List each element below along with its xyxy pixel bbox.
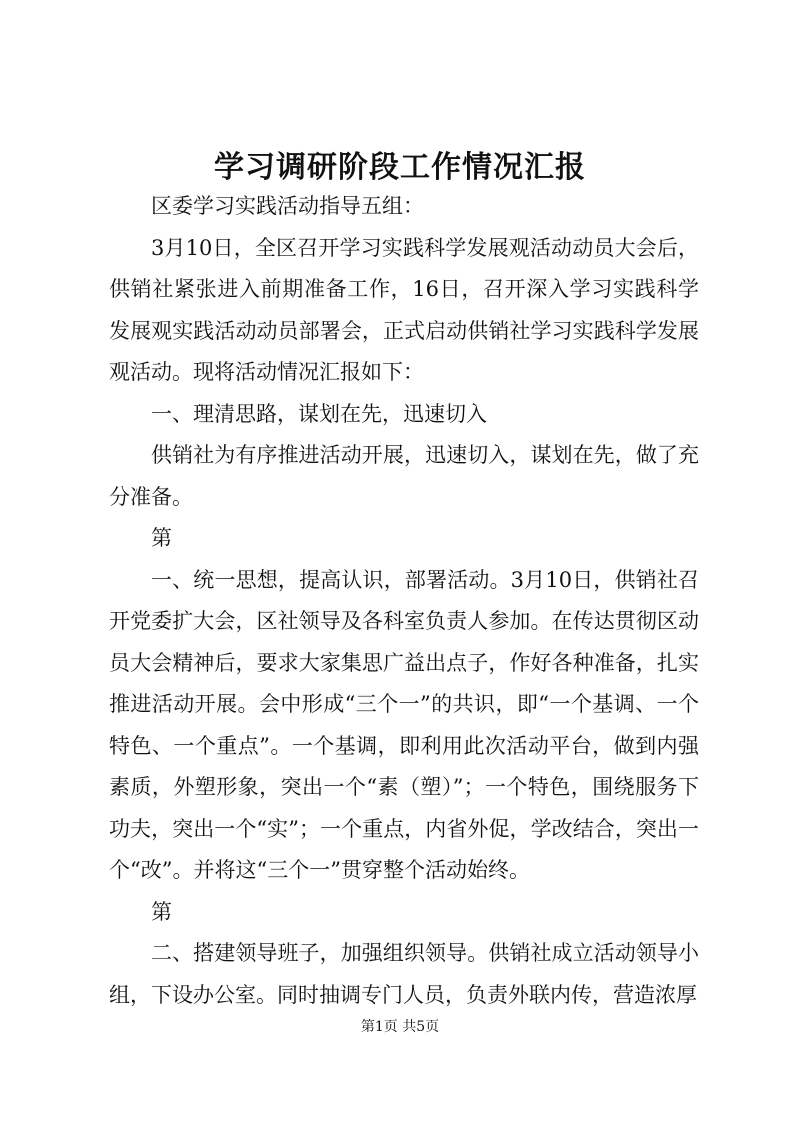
page-footer: 第1页 共5页 bbox=[360, 1019, 440, 1035]
intro-paragraph: 3月10日，全区召开学习实践科学发展观活动动员大会后，供销社紧张进入前期准备工作，16日，召开深入学习实践科学发展观实践活动动员部署会，正式启动供销社学习实践科学发展观活动。现将活动情况汇报如下： bbox=[109, 235, 699, 384]
document-body bbox=[109, 186, 699, 1016]
salutation-paragraph: 区委学习实践活动指导五组： bbox=[151, 194, 424, 218]
body-paragraph: 二、搭建领导班子，加强组织领导。供销社成立活动领导小组，下设办公室。同时抽调专门人员，负责外联内传，营造浓厚 bbox=[109, 941, 699, 1007]
document-title: 学习调研阶段工作情况汇报 bbox=[214, 150, 586, 185]
section-heading: 一、理清思路，谋划在先，迅速切入 bbox=[151, 401, 487, 426]
body-paragraph: 第 bbox=[151, 899, 172, 924]
body-paragraph: 一、统一思想，提高认识，部署活动。3月10日，供销社召开党委扩大会，区社领导及各科室负责人参加。在传达贯彻区动员大会精神后，要求大家集思广益出点子，作好各种准备，扎实推进活动开展。会中形成“三个一”的共识，即“一个基调、一个特色、一个重点”。一个基调，即利用此次活动平台，做到内强素质，外塑形象，突出一个“素（塑）”；一个特色，围绕服务下功夫，突出一个“实”；一个重点，内省外促，学改结合，突出一个“改”。并将这“三个一”贯穿整个活动始终。 bbox=[109, 567, 699, 882]
body-paragraph: 第 bbox=[151, 526, 172, 550]
body-paragraph: 供销社为有序推进活动开展，迅速切入，谋划在先，做了充分准备。 bbox=[109, 443, 699, 509]
